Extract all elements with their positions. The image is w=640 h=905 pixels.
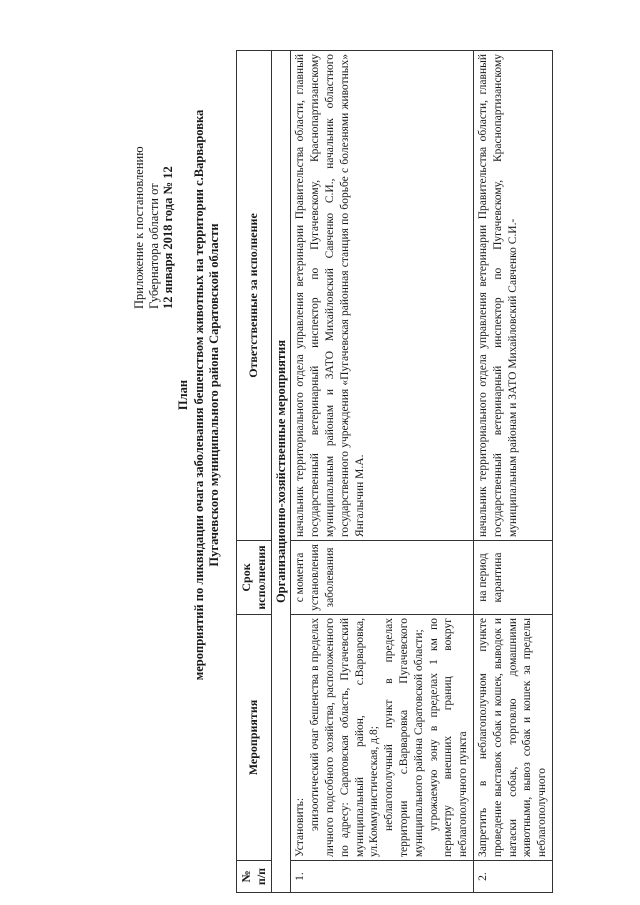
title-line-2: Пугачевского муниципального района Саратовской области	[207, 223, 221, 567]
row-responsible: начальник территориального отдела управления ветеринарии Правительства области, главный государственный ветеринарный инспектор по Пугачевскому, Краснопартизанскому муниципальным районам и ЗАТО Михайловский Савченко С.И., начальник областного государственного учреждения «Пугачевская районная станция по борьбе с болезнями животных» Янгалычин М.А.	[291, 51, 474, 541]
measures-table	[236, 50, 553, 893]
table-row	[291, 51, 474, 893]
header-term: Срок исполнения	[237, 541, 272, 615]
event-line: эпизоотический очаг бешенства в пределах личного подсобного хозяйства, расположенного по адресу: Саратовская область, Пугачевский муниципальный район, с.Варваровка, ул.Коммунистическая, д.8;	[309, 618, 381, 857]
event-line: Установить:	[294, 797, 307, 857]
document-title	[176, 65, 222, 725]
header-event: Мероприятия	[237, 615, 272, 861]
title-line-1: мероприятий по ликвидации очага заболевания бешенством животных на территории с.Варваровка	[192, 109, 206, 681]
row-term: на период карантина	[473, 541, 552, 615]
appendix-line-1: Приложение к постановлению	[132, 146, 146, 309]
event-line: неблагополучный пункт в пределах территории с.Варваровка Пугачевского муниципального района Саратовской области;	[383, 618, 425, 857]
section-title: Организационно-хозяйственные мероприятия	[271, 51, 291, 893]
appendix-date-text: 12 января 2018 года № 12	[161, 166, 175, 309]
row-responsible: начальник территориального отдела управления ветеринарии Правительства области, главный государственный ветеринарный инспектор по Пугачевскому, Краснопартизанскому муниципальным районам и ЗАТО Михайловский Савченко С.И.-	[473, 51, 552, 541]
header-responsible: Ответственные за исполнение	[237, 51, 272, 541]
row-term: с момента установления заболевания	[291, 541, 474, 615]
title-word: План	[176, 379, 190, 411]
row-num: 1.	[291, 861, 474, 893]
table-header-row	[237, 51, 272, 893]
appendix-date	[161, 4, 176, 309]
appendix-line-2: Губернатора области от	[146, 183, 161, 309]
section-row	[271, 51, 291, 893]
appendix-note	[132, 4, 176, 309]
event-line: угрожаемую зону в пределах 1 км по периметру внешних границ вокруг неблагополучного пункта	[427, 618, 470, 857]
table-row	[473, 51, 552, 893]
row-event	[291, 615, 474, 861]
header-num: № п/п	[237, 861, 272, 893]
row-num: 2.	[473, 861, 552, 893]
row-event: Запретить в неблагополучном пункте проведение выставок собак и кошек, выводок и натаски собак, торговлю домашними животными, вывоз собак и кошек за пределы неблагополучного	[473, 615, 552, 861]
